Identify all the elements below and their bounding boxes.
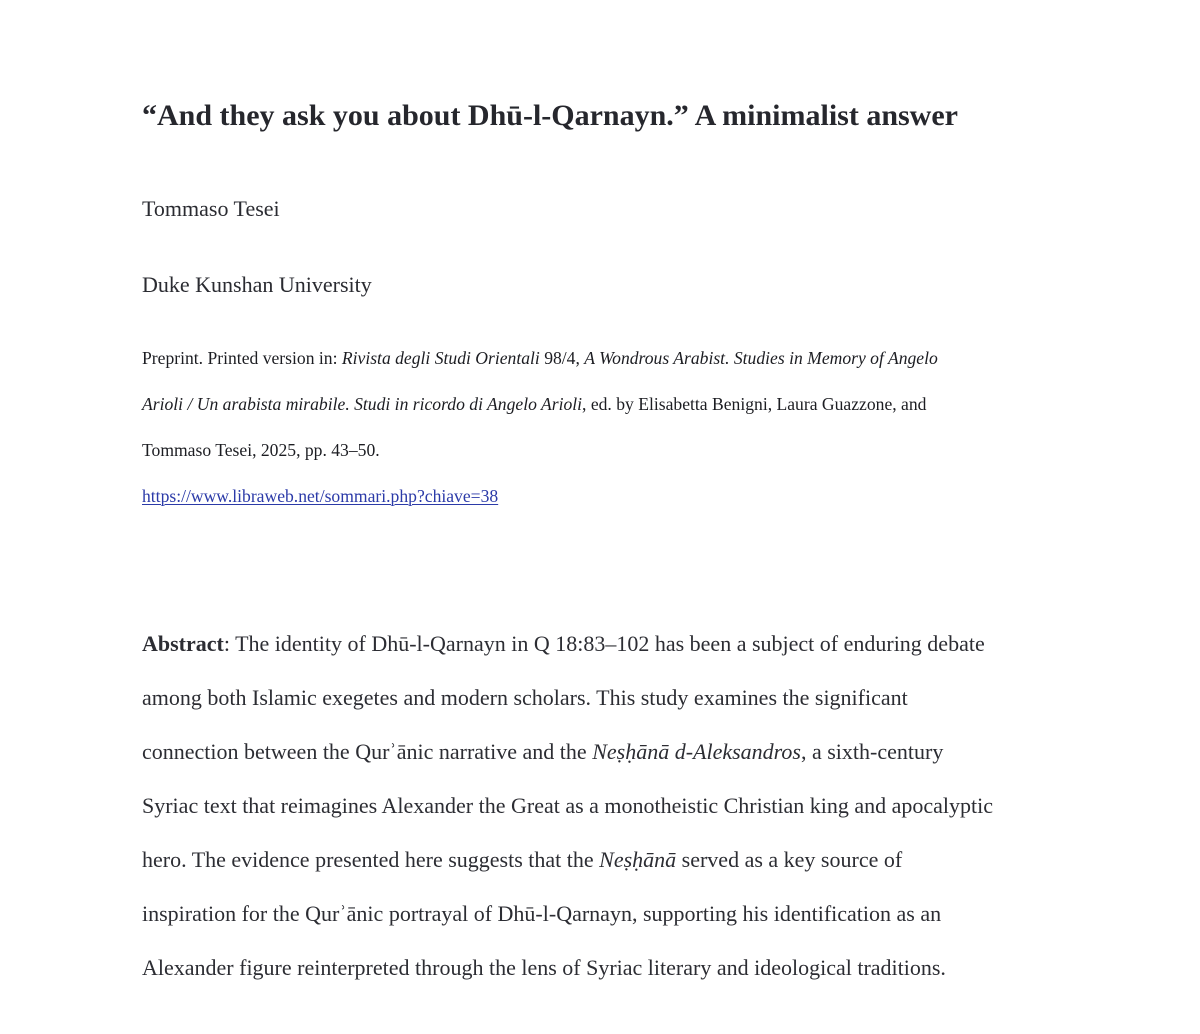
author-name: Tommaso Tesei bbox=[142, 196, 280, 221]
abstract-line-3 bbox=[142, 736, 943, 768]
abstract-line-2: among both Islamic exegetes and modern scholars. This study examines the significant bbox=[142, 685, 908, 710]
journal-name: Rivista degli Studi Orientali bbox=[341, 348, 540, 368]
publisher-link[interactable]: https://www.libraweb.net/sommari.php?chiave=38 bbox=[142, 486, 499, 506]
volume-title-part-1: A Wondrous Arabist. Studies in Memory of Angelo bbox=[584, 348, 938, 368]
abstract-line-7: Alexander figure reinterpreted through the lens of Syriac literary and ideological traditions. bbox=[142, 955, 946, 980]
abstract-italic-short-title: Neṣḥānā bbox=[599, 847, 677, 872]
abstract-line-4: Syriac text that reimagines Alexander the Great as a monotheistic Christian king and apocalyptic bbox=[142, 793, 994, 818]
abstract-line-6: inspiration for the Qurʾānic portrayal of Dhū-l-Qarnayn, supporting his identification as an bbox=[142, 901, 942, 926]
abstract-text-3b: , a sixth-century bbox=[800, 739, 944, 764]
journal-issue: 98/4, bbox=[539, 348, 585, 368]
abstract-label: Abstract bbox=[142, 631, 224, 656]
preprint-intro: Preprint. Printed version in: bbox=[142, 348, 342, 368]
editors-part-1: , ed. by Elisabetta Benigni, Laura Guazzone, and bbox=[582, 394, 927, 414]
paper-title: “And they ask you about Dhū-l-Qarnayn.” A minimalist answer bbox=[142, 99, 958, 132]
author-affiliation: Duke Kunshan University bbox=[142, 272, 372, 297]
preprint-line-4 bbox=[142, 484, 498, 508]
abstract-text-5a: hero. The evidence presented here suggests that the bbox=[142, 847, 600, 872]
preprint-line-3: Tommaso Tesei, 2025, pp. 43–50. bbox=[142, 440, 380, 460]
preprint-line-2 bbox=[142, 392, 926, 416]
volume-title-part-2: Arioli / Un arabista mirabile. Studi in ricordo di Angelo Arioli bbox=[142, 394, 583, 414]
abstract-line-1 bbox=[142, 628, 985, 660]
preprint-line-1 bbox=[142, 346, 938, 370]
abstract-italic-title: Neṣḥānā d-Aleksandros bbox=[592, 739, 801, 764]
abstract-text-3a: connection between the Qurʾānic narrative and the bbox=[142, 739, 593, 764]
abstract-text-1: : The identity of Dhū-l-Qarnayn in Q 18:83–102 has been a subject of enduring debate bbox=[223, 631, 985, 656]
abstract-line-5 bbox=[142, 844, 902, 876]
abstract-text-5b: served as a key source of bbox=[676, 847, 903, 872]
